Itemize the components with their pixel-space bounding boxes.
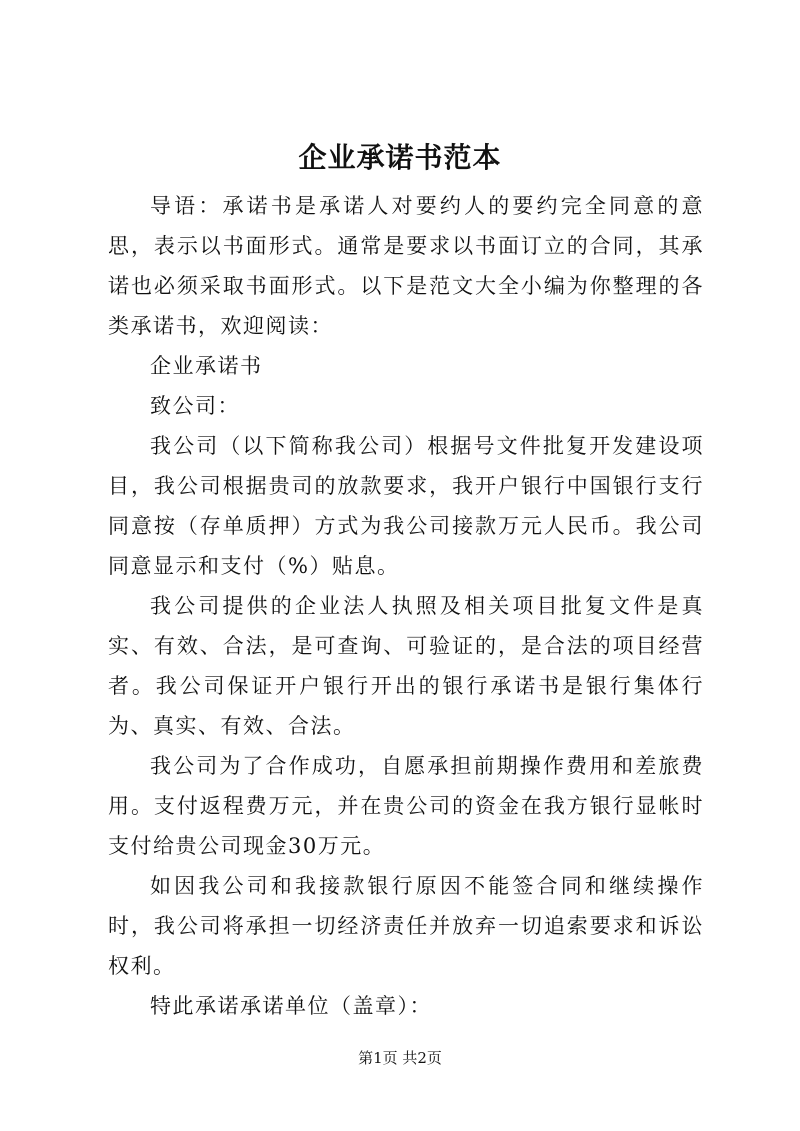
paragraph-commitment-3: 我公司为了合作成功，自愿承担前期操作费用和差旅费用。支付返程费万元，并在贵公司的资金在我方银行显帐时支付给贵公司现金30万元。: [108, 754, 704, 858]
paragraph-heading: 企业承诺书: [150, 354, 263, 378]
paragraph-commitment-4: 如因我公司和我接款银行原因不能签合同和继续操作时，我公司将承担一切经济责任并放弃一切追索要求和诉讼权利。: [108, 874, 704, 978]
paragraph-salutation: 致公司：: [150, 394, 240, 418]
paragraph-commitment-1: 我公司（以下简称我公司）根据号文件批复开发建设项目，我公司根据贵司的放款要求，我开户银行中国银行支行同意按（存单质押）方式为我公司接款万元人民币。我公司同意显示和支付（%）贴息。: [108, 434, 704, 578]
paragraph-intro: 导语：承诺书是承诺人对要约人的要约完全同意的意思，表示以书面形式。通常是要求以书面订立的合同，其承诺也必须采取书面形式。以下是范文大全小编为你整理的各类承诺书，欢迎阅读：: [108, 194, 704, 338]
document-body: [108, 186, 704, 1026]
paragraph-commitment-2: 我公司提供的企业法人执照及相关项目批复文件是真实、有效、合法，是可查询、可验证的，是合法的项目经营者。我公司保证开户银行开出的银行承诺书是银行集体行为、真实、有效、合法。: [108, 594, 704, 738]
paragraph-signature: 特此承诺承诺单位（盖章）：: [150, 994, 432, 1018]
page-footer: 第1页 共2页: [358, 1049, 442, 1067]
document-title: 企业承诺书范本: [298, 141, 502, 174]
